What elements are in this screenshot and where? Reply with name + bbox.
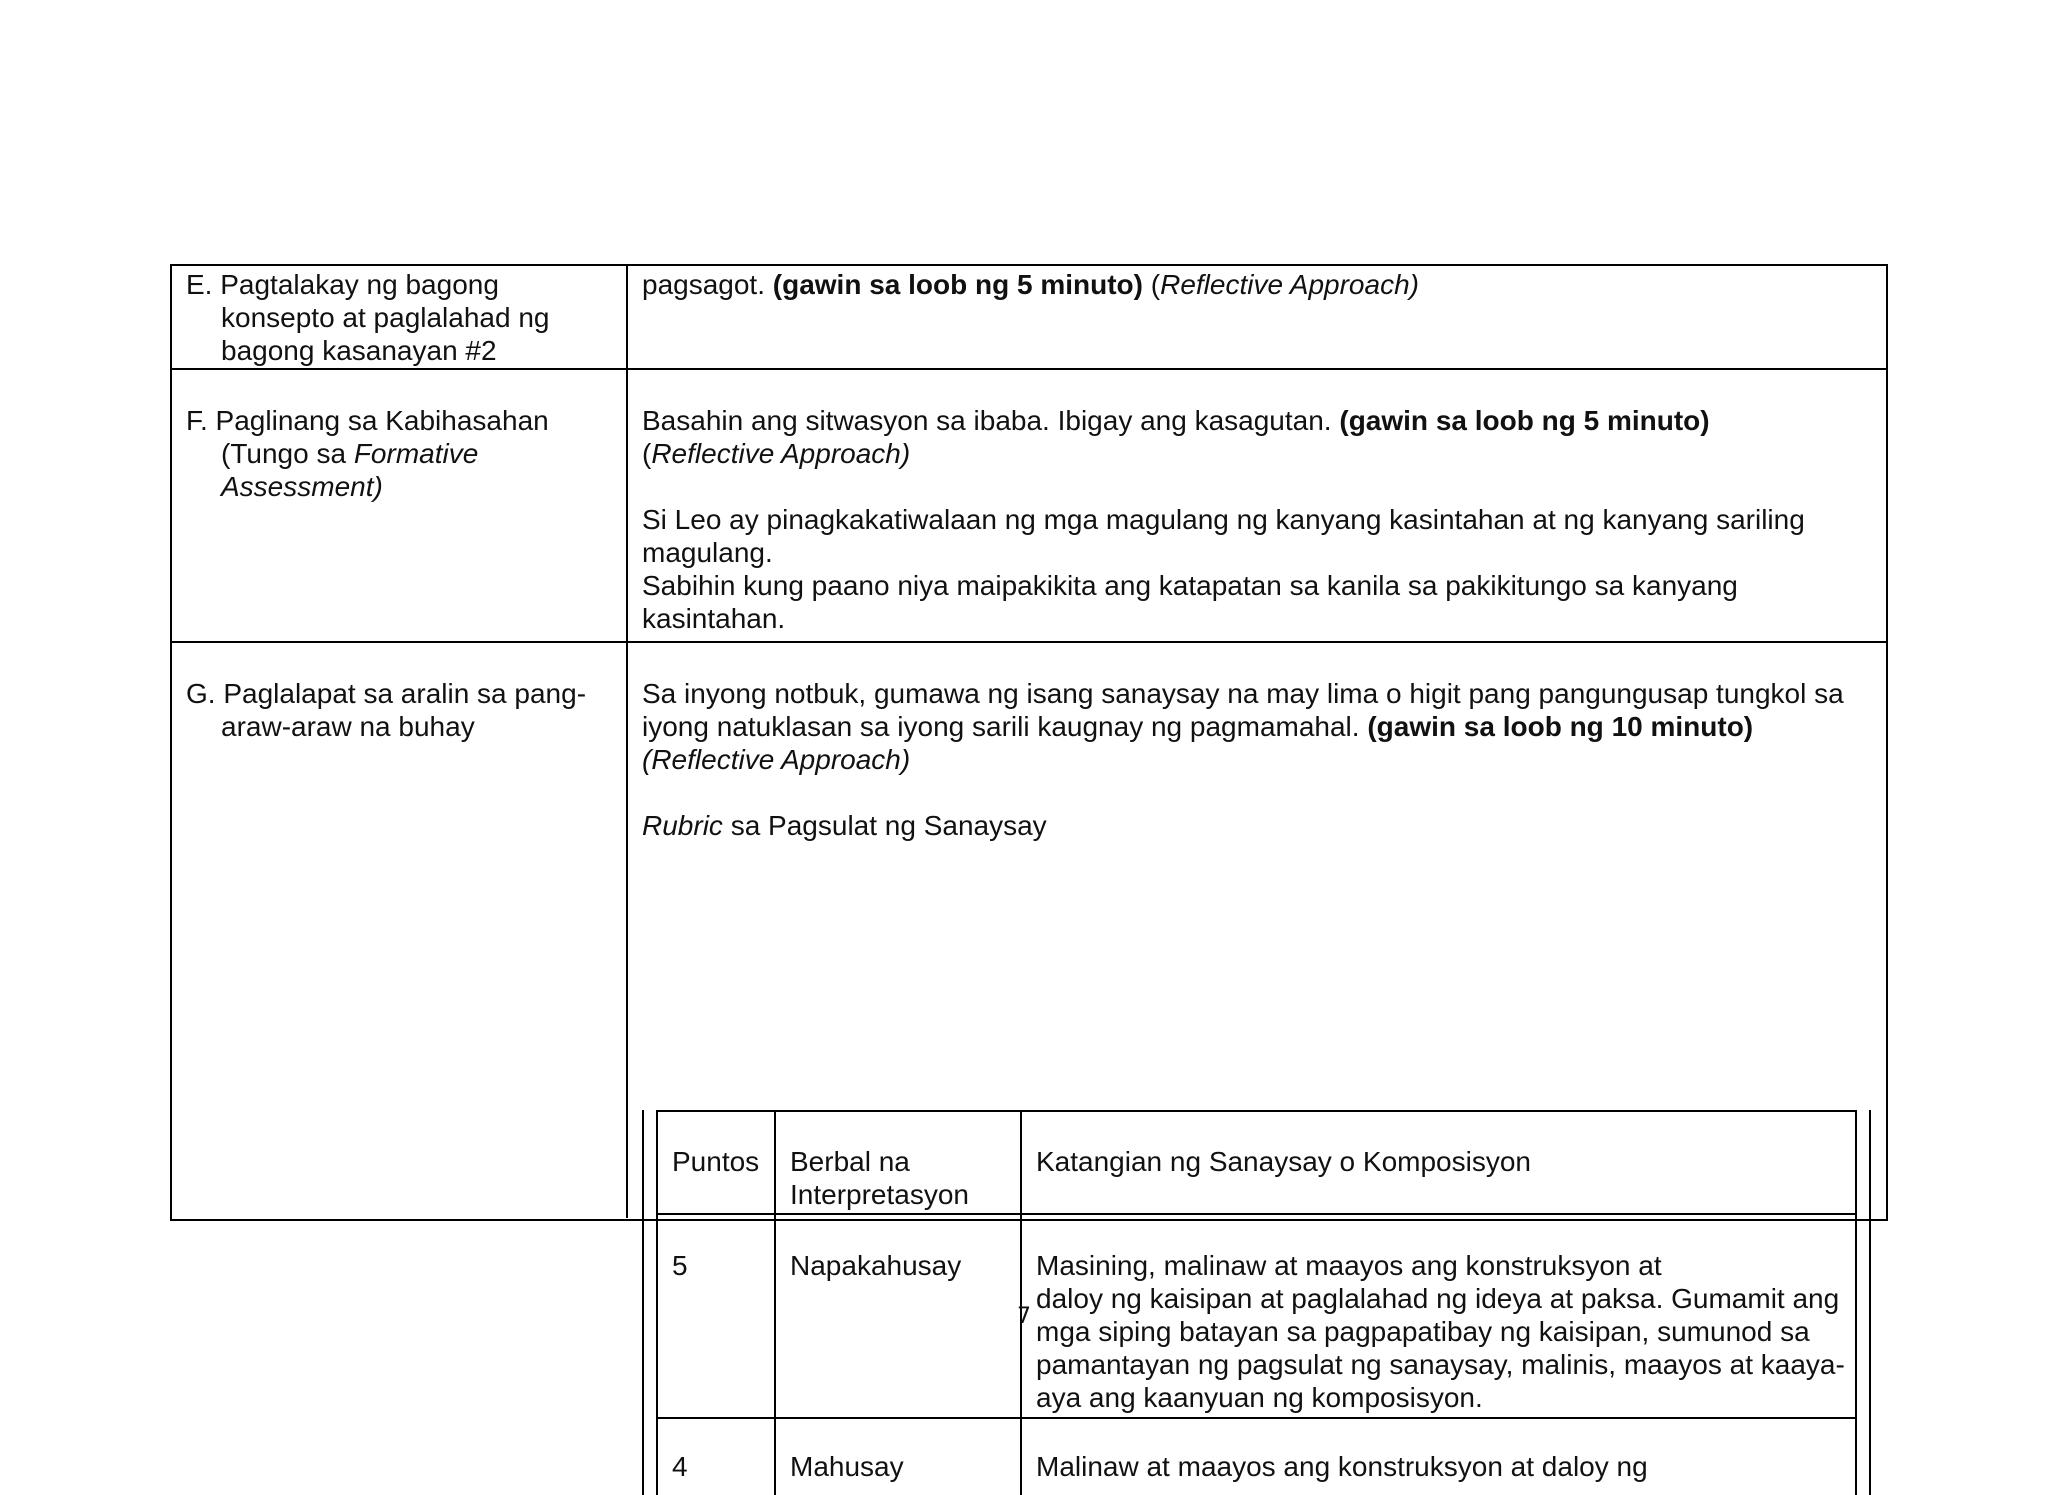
row-g-label-line2: araw-araw na buhay xyxy=(221,711,475,742)
rubric-title-rest: sa Pagsulat ng Sanaysay xyxy=(722,810,1047,841)
row-f-label-line2 xyxy=(186,437,616,470)
row-f-instruction xyxy=(642,404,1872,437)
row-f-situation: Si Leo ay pinagkakatiwalaan ng mga magulang ng kanyang kasintahan at ng kanyang sariling magulang. xyxy=(642,504,1805,568)
row-e-label-line3: bagong kasanayan #2 xyxy=(221,335,497,366)
rubric-header-points: Puntos xyxy=(672,1146,760,1177)
row-e-approach: Reflective Approach) xyxy=(1160,269,1419,300)
row-g-label xyxy=(186,677,616,743)
rubric-border-right xyxy=(1869,1110,1871,1495)
rubric-table xyxy=(642,1110,1871,1495)
row-f-approach-paren: ( xyxy=(642,438,652,469)
row-f-approach-text: Reflective Approach) xyxy=(651,438,911,469)
row-f-content xyxy=(642,404,1872,635)
rubric-row-description xyxy=(1036,1249,1851,1414)
column-divider xyxy=(626,370,628,641)
row-f-label-line2-plain: (Tungo sa xyxy=(221,438,354,469)
table-row-g xyxy=(172,643,1886,1482)
rubric-header-description: Katangian ng Sanaysay o Komposisyon xyxy=(1036,1146,1531,1177)
rubric-row-description-rest: daloy ng kaisipan at paglalahad ng ideya at paksa. Gumamit ang mga siping batayan sa pagpapatibay ng kaisipan, sumunod sa pamantayan ng pagsulat ng sanaysay, malinis, maayos at kaaya-aya ang kaanyuan ng komposisyon. xyxy=(1036,1283,1845,1413)
row-g-instruction-text: Sa inyong notbuk, gumawa ng isang sanaysay na may lima o higit pang pangungusap tungkol sa iyong natuklasan sa iyong sarili kaugnay ng pagmamahal. xyxy=(642,678,1844,742)
table-row-f xyxy=(172,370,1886,643)
rubric-row-description: Malinaw at maayos ang konstruksyon at daloy ng xyxy=(1036,1451,1648,1482)
row-f-approach xyxy=(642,437,1872,470)
rubric-row-points: 5 xyxy=(672,1250,688,1281)
row-e-label xyxy=(186,268,616,367)
row-e-label-line2: konsepto at paglalahad ng xyxy=(221,302,550,333)
rubric-row-description-line1: Masining, malinaw at maayos ang konstruksyon at xyxy=(1036,1250,1662,1281)
spacer xyxy=(642,776,1872,811)
row-g-content xyxy=(642,677,1872,842)
row-f-question: Sabihin kung paano niya maipakikita ang katapatan sa kanila sa pakikitungo sa kanyang kasintahan. xyxy=(642,570,1738,634)
rubric-row-points: 4 xyxy=(672,1451,688,1482)
rubric-grid xyxy=(656,1110,1857,1495)
row-e-text: pagsagot. xyxy=(642,269,773,300)
row-f-time-note: (gawin sa loob ng 5 minuto) xyxy=(1339,405,1710,436)
lesson-plan-table xyxy=(170,264,1888,1482)
spacer xyxy=(642,470,1872,505)
column-divider xyxy=(626,266,628,368)
row-e-label-line1: E. Pagtalakay ng bagong xyxy=(186,269,499,300)
row-e-content xyxy=(642,268,1872,301)
row-f-label xyxy=(186,404,616,503)
row-g-label-line1: G. Paglalapat sa aralin sa pang- xyxy=(186,678,587,709)
rubric-row-divider xyxy=(658,1213,1855,1215)
row-e-time-note: (gawin sa loob ng 5 minuto) xyxy=(772,269,1143,300)
rubric-header-verbal: Berbal na Interpretasyon xyxy=(790,1146,969,1210)
row-g-approach: (Reflective Approach) xyxy=(642,744,911,775)
rubric-row-divider xyxy=(658,1417,1855,1419)
rubric-title xyxy=(642,809,1872,842)
row-e-paren: ( xyxy=(1143,269,1161,300)
rubric-row-verbal: Napakahusay xyxy=(790,1250,962,1281)
row-f-label-line3: Assessment) xyxy=(221,471,383,502)
row-f-instruction-text: Basahin ang sitwasyon sa ibaba. Ibigay ang kasagutan. xyxy=(642,405,1340,436)
row-f-label-line1: F. Paglinang sa Kabihasahan xyxy=(186,405,549,436)
table-row-e xyxy=(172,266,1886,370)
column-divider xyxy=(626,643,628,1218)
row-f-label-line2-italic: Formative xyxy=(353,438,479,469)
row-g-instruction xyxy=(642,677,1872,743)
rubric-title-italic: Rubric xyxy=(642,810,723,841)
rubric-row-verbal: Mahusay xyxy=(790,1451,904,1482)
page-number: 7 xyxy=(1017,1304,1031,1329)
row-g-time-note: (gawin sa loob ng 10 minuto) xyxy=(1367,711,1754,742)
rubric-border-left xyxy=(642,1110,644,1495)
